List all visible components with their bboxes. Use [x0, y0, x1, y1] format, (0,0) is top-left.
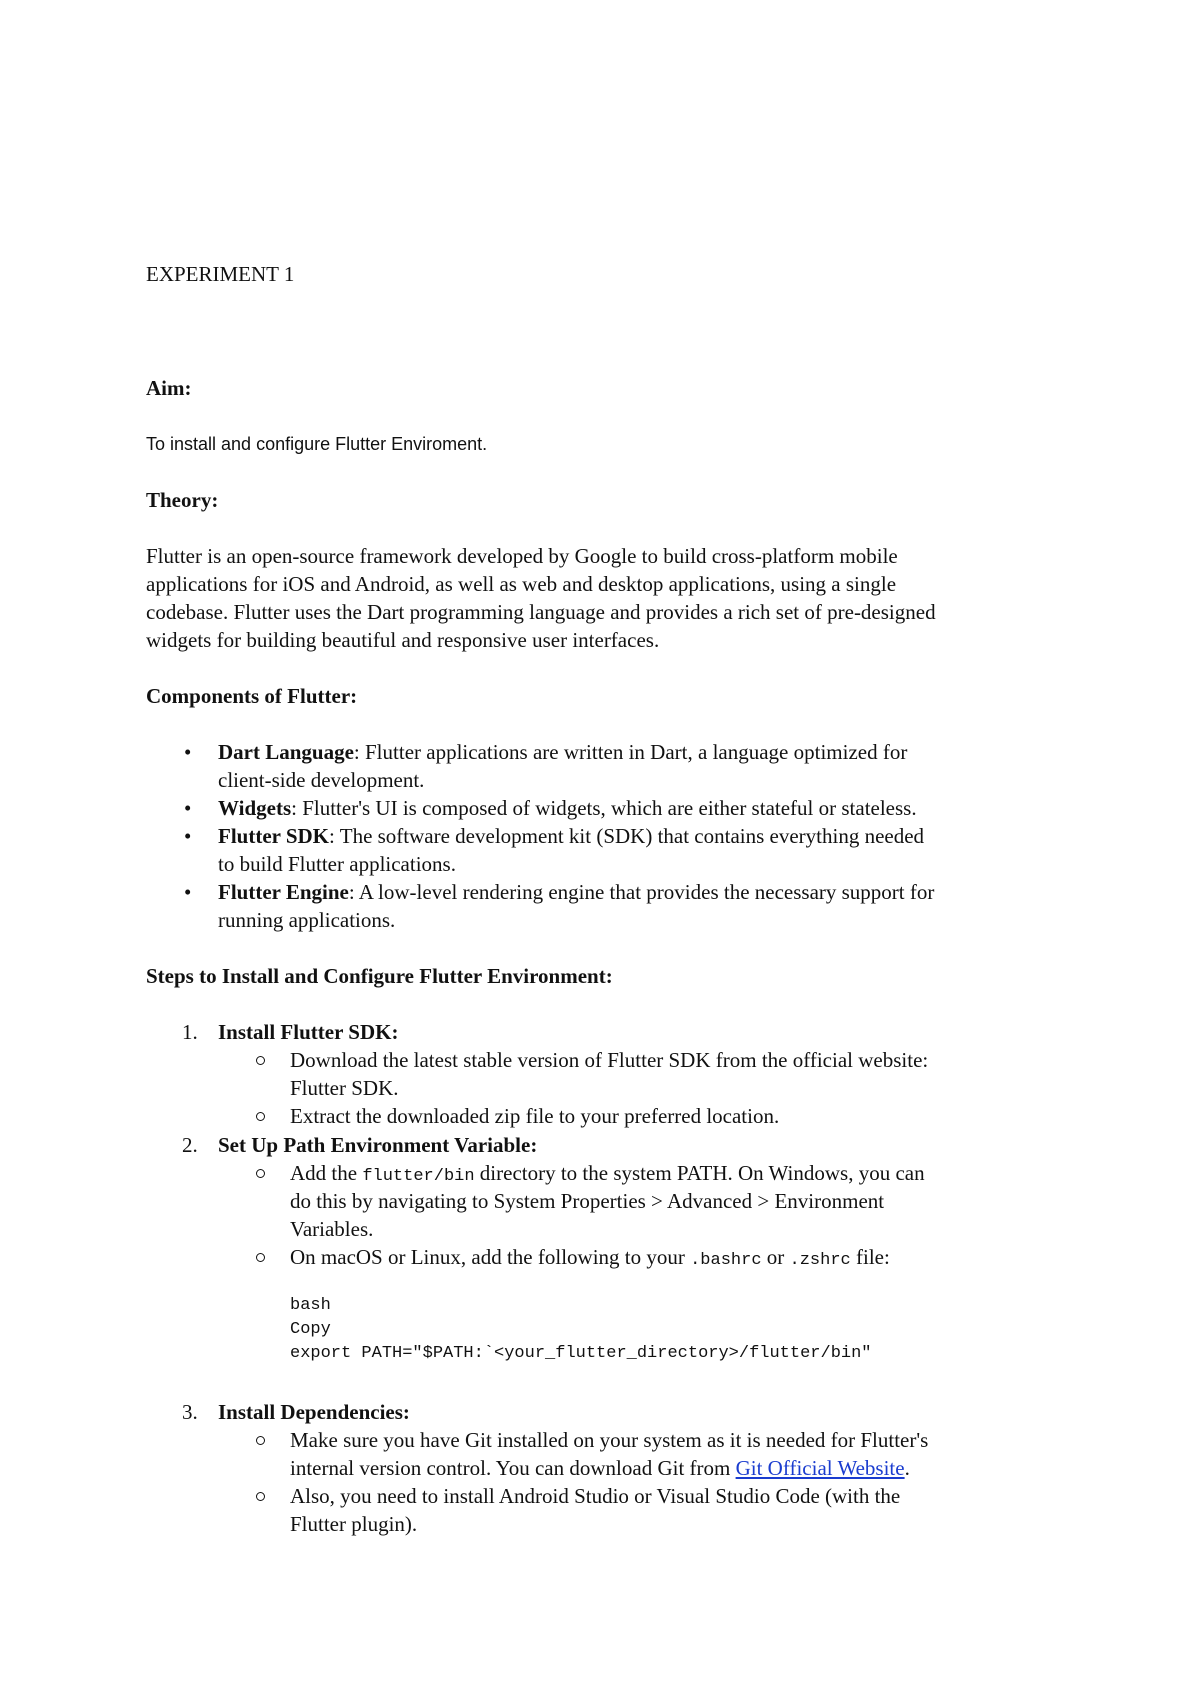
step-sub-text: Extract the downloaded zip file to your preferred location.: [290, 1104, 780, 1128]
component-term: Widgets: [218, 796, 292, 820]
text-fragment: or: [761, 1245, 790, 1269]
component-item-sdk: [218, 822, 924, 850]
circle-bullet-icon: [256, 1169, 265, 1178]
component-desc: : Flutter's UI is composed of widgets, which are either stateful or stateless.: [291, 796, 917, 820]
step-number: 1.: [182, 1020, 198, 1044]
component-item-widgets: [218, 794, 917, 822]
step-sub-text: do this by navigating to System Properties > Advanced > Environment: [290, 1189, 885, 1213]
code-line: Copy: [290, 1320, 331, 1339]
code-line: export PATH="$PATH:`<your_flutter_directory>/flutter/bin": [290, 1344, 872, 1363]
component-desc: : A low-level rendering engine that provides the necessary support for: [348, 880, 935, 904]
component-term: Flutter SDK: [218, 824, 330, 848]
steps-heading: Steps to Install and Configure Flutter Environment:: [146, 964, 613, 988]
text-fragment: Add the: [290, 1161, 363, 1185]
code-line: bash: [290, 1296, 331, 1315]
aim-text: To install and configure Flutter Enviroment.: [146, 434, 488, 454]
component-item-dart: [218, 738, 907, 766]
step-sub-text: Variables.: [290, 1217, 374, 1241]
component-desc-cont: to build Flutter applications.: [218, 852, 456, 876]
theory-heading: Theory:: [146, 488, 219, 512]
component-desc-cont: client-side development.: [218, 768, 425, 792]
text-fragment: file:: [850, 1245, 890, 1269]
step-number: 2.: [182, 1133, 198, 1157]
component-term: Flutter Engine: [218, 880, 349, 904]
inline-code: .bashrc: [690, 1251, 762, 1270]
step-sub-text: Flutter SDK.: [290, 1076, 399, 1100]
inline-code: .zshrc: [789, 1251, 851, 1270]
step-sub-text: Make sure you have Git installed on your system as it is needed for Flutter's: [290, 1428, 929, 1452]
bullet-icon: •: [184, 740, 192, 764]
bullet-icon: •: [184, 796, 192, 820]
circle-bullet-icon: [256, 1492, 265, 1501]
theory-line: applications for iOS and Android, as well as web and desktop applications, using a single: [146, 572, 897, 596]
step-sub-text: Also, you need to install Android Studio or Visual Studio Code (with the: [290, 1484, 901, 1508]
bullet-icon: •: [184, 824, 192, 848]
step-sub-text: Download the latest stable version of Flutter SDK from the official website:: [290, 1048, 929, 1072]
inline-code: flutter/bin: [362, 1167, 475, 1186]
bullet-icon: •: [184, 880, 192, 904]
component-desc: : The software development kit (SDK) that contains everything needed: [329, 824, 925, 848]
step-sub-text: [290, 1243, 890, 1275]
step-number: 3.: [182, 1400, 198, 1424]
component-desc-cont: running applications.: [218, 908, 396, 932]
component-item-engine: [218, 878, 934, 906]
circle-bullet-icon: [256, 1112, 265, 1121]
circle-bullet-icon: [256, 1253, 265, 1262]
step-title: Install Flutter SDK:: [218, 1020, 399, 1044]
step-title: Set Up Path Environment Variable:: [218, 1133, 538, 1157]
components-heading: Components of Flutter:: [146, 684, 358, 708]
circle-bullet-icon: [256, 1056, 265, 1065]
text-fragment: internal version control. You can download Git from: [290, 1456, 736, 1480]
step-sub-text: [290, 1454, 910, 1482]
step-title: Install Dependencies:: [218, 1400, 410, 1424]
step-sub-text: Flutter plugin).: [290, 1512, 418, 1536]
theory-line: codebase. Flutter uses the Dart programming language and provides a rich set of pre-designed: [146, 600, 936, 624]
text-fragment: directory to the system PATH. On Windows, you can: [474, 1161, 925, 1185]
text-fragment: .: [904, 1456, 910, 1480]
aim-heading: Aim:: [146, 376, 192, 400]
text-fragment: On macOS or Linux, add the following to your: [290, 1245, 691, 1269]
component-term: Dart Language: [218, 740, 354, 764]
page-title: EXPERIMENT 1: [146, 262, 295, 286]
circle-bullet-icon: [256, 1436, 265, 1445]
theory-line: Flutter is an open-source framework developed by Google to build cross-platform mobile: [146, 544, 898, 568]
git-website-link[interactable]: Git Official Website: [735, 1456, 905, 1480]
component-desc: : Flutter applications are written in Dart, a language optimized for: [353, 740, 908, 764]
theory-line: widgets for building beautiful and responsive user interfaces.: [146, 628, 660, 652]
